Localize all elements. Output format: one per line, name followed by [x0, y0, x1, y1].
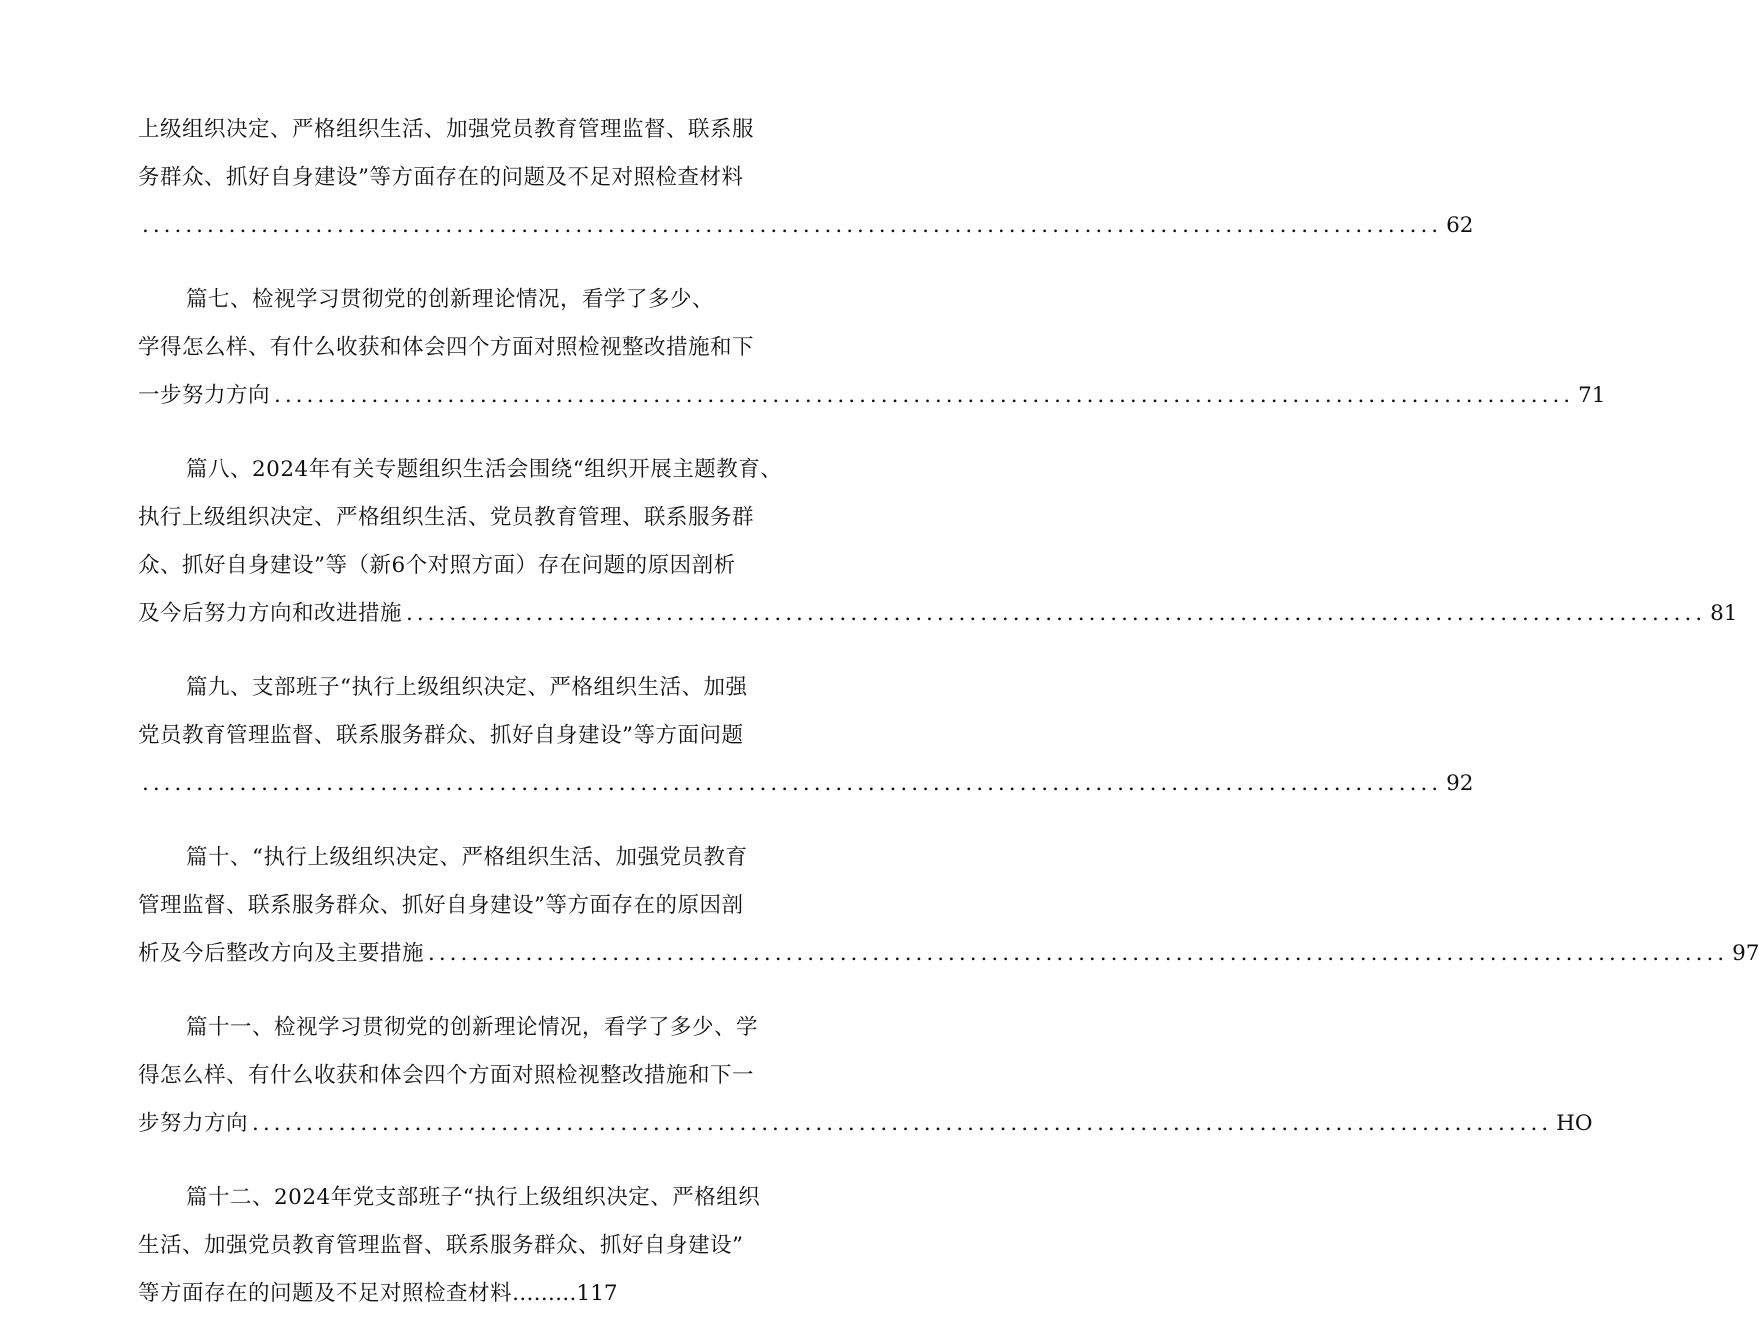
- toc-entry-12-page[interactable]: 117: [576, 1281, 618, 1306]
- toc-entry-9[interactable]: [138, 664, 1474, 808]
- toc-entry-6-line-1: 上级组织决定、严格组织生活、加强党员教育管理监督、联系服: [138, 117, 755, 142]
- toc-entry-8[interactable]: [138, 446, 1738, 638]
- toc-entry-12-line-2: 生活、加强党员教育管理监督、联系服务群众、抓好自身建设”: [138, 1233, 744, 1258]
- toc-entry-7-line-1: 篇七、检视学习贯彻党的创新理论情况，看学了多少、: [186, 287, 715, 312]
- toc-entry-10-page[interactable]: 97: [1732, 941, 1759, 966]
- dot-leader: ........................................................................................................................: [274, 383, 1575, 408]
- toc-entry-9-page[interactable]: 92: [1446, 771, 1474, 796]
- toc-entry-8-line-2: 执行上级组织决定、严格组织生活、党员教育管理、联系服务群: [138, 505, 755, 530]
- toc-entry-12[interactable]: [138, 1174, 790, 1318]
- toc-entry-7[interactable]: [138, 276, 1606, 420]
- dot-leader: ........................................................................................................................: [142, 213, 1443, 238]
- toc-entry-6[interactable]: [138, 106, 1474, 250]
- toc-entry-11-lead: 步努力方向: [138, 1111, 249, 1136]
- toc-entry-6-line-2: 务群众、抓好自身建设”等方面存在的问题及不足对照检查材料: [138, 165, 744, 190]
- ellipsis-leader: ………: [512, 1281, 577, 1306]
- toc-entry-8-leader-line: [138, 590, 1738, 638]
- toc-entry-8-lead: 及今后努力方向和改进措施: [138, 601, 403, 626]
- toc-entry-11-page[interactable]: HO: [1556, 1111, 1593, 1136]
- toc-entry-12-line-1: 篇十二、2024年党支部班子“执行上级组织决定、严格组织: [186, 1185, 761, 1210]
- dot-leader: ........................................................................................................................: [428, 941, 1729, 966]
- toc-entry-6-leader-line: [138, 202, 1474, 250]
- toc-entry-7-page[interactable]: 71: [1578, 383, 1606, 408]
- toc-entry-9-leader-line: [138, 760, 1474, 808]
- toc-entry-9-line-2: 党员教育管理监督、联系服务群众、抓好自身建设”等方面问题: [138, 723, 744, 748]
- toc-entry-10-line-2: 管理监督、联系服务群众、抓好自身建设”等方面存在的原因剖: [138, 893, 744, 918]
- toc-entry-7-lead: 一步努力方向: [138, 383, 271, 408]
- dot-leader: ........................................................................................................................: [142, 771, 1443, 796]
- toc-entry-11-line-2: 得怎么样、有什么收获和体会四个方面对照检视整改措施和下一: [138, 1063, 755, 1088]
- toc-entry-12-leader-line: [138, 1270, 790, 1318]
- toc-page: [138, 106, 1759, 1344]
- toc-entry-7-line-2: 学得怎么样、有什么收获和体会四个方面对照检视整改措施和下: [138, 335, 755, 360]
- toc-entry-10-leader-line: [138, 930, 1759, 978]
- toc-entry-11[interactable]: [138, 1004, 1593, 1148]
- dot-leader: ........................................................................................................................: [252, 1111, 1553, 1136]
- toc-entry-8-line-3: 众、抓好自身建设”等（新6个对照方面）存在问题的原因剖析: [138, 553, 736, 578]
- toc-entry-10-line-1: 篇十、“执行上级组织决定、严格组织生活、加强党员教育: [186, 845, 748, 870]
- dot-leader: ........................................................................................................................: [406, 601, 1707, 626]
- toc-entry-10[interactable]: [138, 834, 1759, 978]
- toc-entry-11-line-1: 篇十一、检视学习贯彻党的创新理论情况，看学了多少、学: [186, 1015, 759, 1040]
- toc-entry-6-page[interactable]: 62: [1446, 213, 1474, 238]
- toc-entry-8-line-1: 篇八、2024年有关专题组织生活会围绕“组织开展主题教育、: [186, 457, 783, 482]
- toc-entry-7-leader-line: [138, 372, 1606, 420]
- toc-entry-12-lead: 等方面存在的问题及不足对照检查材料: [138, 1281, 513, 1306]
- toc-entry-11-leader-line: [138, 1100, 1593, 1148]
- toc-entry-9-line-1: 篇九、支部班子“执行上级组织决定、严格组织生活、加强: [186, 675, 748, 700]
- toc-entry-10-lead: 析及今后整改方向及主要措施: [138, 941, 425, 966]
- toc-entry-8-page[interactable]: 81: [1710, 601, 1738, 626]
